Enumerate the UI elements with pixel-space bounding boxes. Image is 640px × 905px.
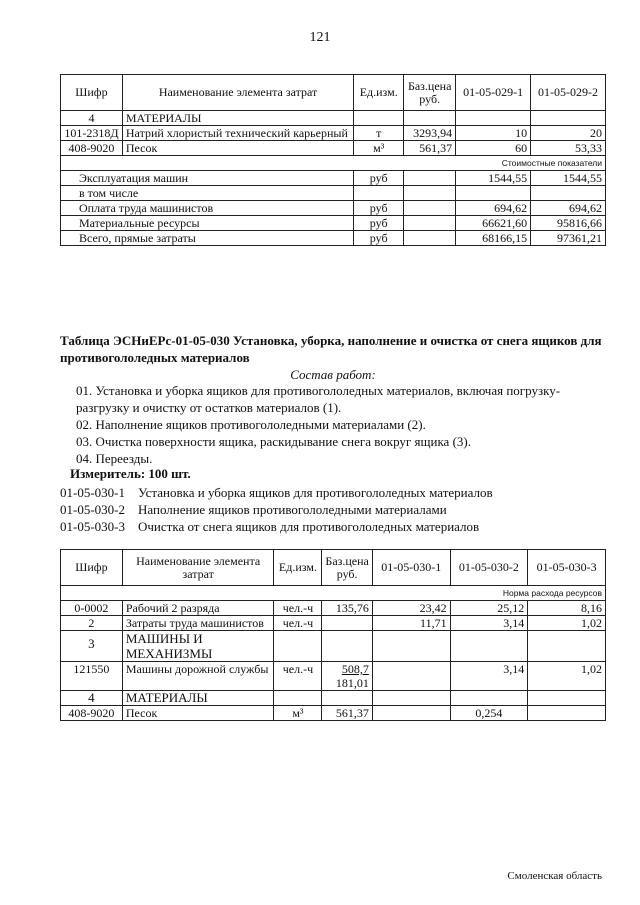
col-header-030-2: 01-05-030-2: [450, 550, 528, 586]
summary-value-2: 1544,55: [531, 171, 606, 186]
row-value-2: 0,254: [450, 706, 528, 721]
row-unit: чел.-ч: [274, 616, 322, 631]
summary-value-1: 68166,15: [456, 231, 531, 246]
code-number: 01-05-030-3: [60, 519, 125, 534]
summary-row: [61, 171, 606, 186]
table-header-row: [61, 75, 606, 111]
col-header-name: Наименование элемента затрат: [122, 550, 274, 586]
norm-row: [61, 586, 606, 601]
table-row: [61, 141, 606, 156]
summary-value-1: 66621,60: [456, 216, 531, 231]
work-item: 04. Переезды.: [76, 451, 153, 466]
summary-value-2: 97361,21: [531, 231, 606, 246]
table-row: [61, 601, 606, 616]
work-list: [76, 382, 596, 467]
summary-value-2: 95816,66: [531, 216, 606, 231]
summary-name: Материальные ресурсы: [61, 216, 354, 231]
section-number: 4: [61, 111, 123, 126]
section-label: МАТЕРИАЛЫ: [122, 111, 353, 126]
code-item: [60, 501, 606, 518]
col-header-029-1: 01-05-029-1: [456, 75, 531, 111]
section-row-machines: [61, 631, 606, 662]
row-unit: чел.-ч: [274, 601, 322, 616]
row-value-3: 1,02: [528, 662, 606, 691]
row-code: 121550: [61, 662, 123, 691]
page-number: 121: [309, 30, 331, 45]
row-value-2: 3,14: [450, 662, 528, 691]
section-number: 3: [61, 631, 123, 662]
row-name: Натрий хлористый технический карьерный: [122, 126, 353, 141]
resource-table-029: [60, 74, 606, 246]
col-header-unit: Ед.изм.: [274, 550, 322, 586]
col-header-unit: Ед.изм.: [354, 75, 404, 111]
row-code: 2: [61, 616, 123, 631]
row-code: 408-9020: [61, 141, 123, 156]
work-item: 02. Наполнение ящиков противогололедными материалами (2).: [76, 417, 426, 432]
summary-name: Оплата труда машинистов: [61, 201, 354, 216]
summary-unit: руб: [354, 171, 404, 186]
row-unit: чел.-ч: [274, 662, 322, 691]
summary-row: [61, 186, 606, 201]
price-bottom: 181,01: [335, 676, 369, 690]
row-value-3: [528, 706, 606, 721]
col-header-030-3: 01-05-030-3: [528, 550, 606, 586]
summary-name: Всего, прямые затраты: [61, 231, 354, 246]
row-unit: м³: [274, 706, 322, 721]
summary-row: [61, 231, 606, 246]
row-value-1: 23,42: [372, 601, 450, 616]
summary-name: в том числе: [61, 186, 354, 201]
meter-label: Измеритель: 100 шт.: [70, 466, 191, 481]
code-number: 01-05-030-1: [60, 485, 125, 500]
summary-unit: руб: [354, 231, 404, 246]
row-name: Песок: [122, 141, 353, 156]
norm-label: Норма расхода ресурсов: [61, 586, 606, 601]
row-value-1: 10: [456, 126, 531, 141]
row-value-3: 8,16: [528, 601, 606, 616]
table-row: [61, 706, 606, 721]
table-row: [61, 616, 606, 631]
col-header-code: Шифр: [61, 75, 123, 111]
row-name: Рабочий 2 разряда: [122, 601, 274, 616]
summary-value-2: 694,62: [531, 201, 606, 216]
code-list: [60, 484, 606, 535]
footer-region: Смоленская область: [507, 870, 602, 882]
col-header-code: Шифр: [61, 550, 123, 586]
work-composition-heading: Состав работ:: [290, 367, 376, 382]
work-item: 03. Очистка поверхности ящика, раскидывание снега вокруг ящика (3).: [76, 434, 471, 449]
summary-value-1: 1544,55: [456, 171, 531, 186]
summary-value-1: 694,62: [456, 201, 531, 216]
summary-unit: руб: [354, 201, 404, 216]
summary-row: [61, 216, 606, 231]
row-name: Машины дорожной службы: [122, 662, 274, 691]
row-code: 0-0002: [61, 601, 123, 616]
section-label: МАТЕРИАЛЫ: [122, 691, 274, 706]
section-label: МАШИНЫ И МЕХАНИЗМЫ: [122, 631, 274, 662]
code-number: 01-05-030-2: [60, 502, 125, 517]
section-row-materials: [61, 691, 606, 706]
col-header-029-2: 01-05-029-2: [531, 75, 606, 111]
row-price: 135,76: [322, 601, 372, 616]
resource-table-030: [60, 549, 606, 721]
price-top: 508,7: [341, 662, 369, 676]
code-item: [60, 518, 606, 535]
summary-row: [61, 201, 606, 216]
col-header-name: Наименование элемента затрат: [122, 75, 353, 111]
row-name: Песок: [122, 706, 274, 721]
code-description: Очистка от снега ящиков для противогололедных материалов: [138, 519, 480, 534]
col-header-price: Баз.цена руб.: [404, 75, 456, 111]
row-price: [322, 616, 372, 631]
row-value-1: 60: [456, 141, 531, 156]
col-header-price: Баз.цена руб.: [322, 550, 372, 586]
table-row: [61, 126, 606, 141]
cost-indicators-row: [61, 156, 606, 171]
row-unit: м³: [354, 141, 404, 156]
row-value-2: 3,14: [450, 616, 528, 631]
row-value-2: 20: [531, 126, 606, 141]
work-item: 01. Установка и уборка ящиков для противогололедных материалов, включая погрузку-разгрузку и очистку от остатков материалов (1).: [76, 383, 561, 415]
summary-unit: руб: [354, 216, 404, 231]
row-value-1: [372, 706, 450, 721]
col-header-030-1: 01-05-030-1: [372, 550, 450, 586]
row-value-1: [372, 662, 450, 691]
table-title: Таблица ЭСНиЕРс-01-05-030 Установка, уборка, наполнение и очистка от снега ящиков для противогололедных материалов: [60, 333, 602, 365]
row-code: 408-9020: [61, 706, 123, 721]
code-description: Установка и уборка ящиков для противогололедных материалов: [138, 485, 493, 500]
code-item: [60, 484, 606, 501]
table-row: [61, 662, 606, 691]
section-number: 4: [61, 691, 123, 706]
section-row-materials: [61, 111, 606, 126]
row-value-2: 53,33: [531, 141, 606, 156]
table-header-row: [61, 550, 606, 586]
code-description: Наполнение ящиков противогололедными материалами: [138, 502, 447, 517]
cost-indicators-label: Стоимостные показатели: [61, 156, 606, 171]
row-price: 561,37: [404, 141, 456, 156]
row-value-2: 25,12: [450, 601, 528, 616]
row-name: Затраты труда машинистов: [122, 616, 274, 631]
row-price: 561,37: [322, 706, 372, 721]
row-value-1: 11,71: [372, 616, 450, 631]
row-price: 3293,94: [404, 126, 456, 141]
row-price: [322, 662, 372, 691]
summary-name: Эксплуатация машин: [61, 171, 354, 186]
row-value-3: 1,02: [528, 616, 606, 631]
row-unit: т: [354, 126, 404, 141]
row-code: 101-2318Д: [61, 126, 123, 141]
